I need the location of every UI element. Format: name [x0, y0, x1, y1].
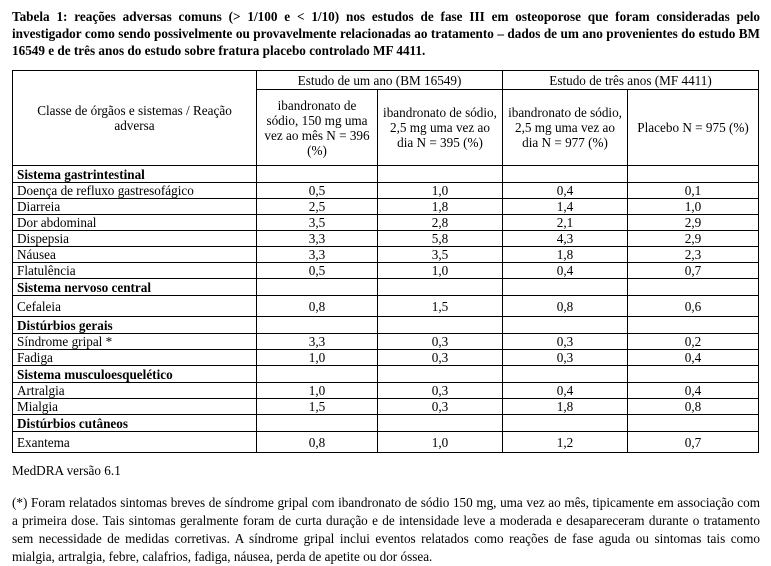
reaction-label: Exantema: [13, 432, 257, 453]
table-row: [13, 247, 759, 263]
row-label-header: Classe de órgãos e sistemas / Reação adversa: [13, 71, 257, 166]
value-cell: 1,8: [503, 247, 628, 263]
table-row: [13, 334, 759, 350]
group-empty-cell: [503, 279, 628, 296]
value-cell: 2,9: [628, 215, 759, 231]
value-cell: 1,0: [257, 383, 378, 399]
col1-header: ibandronato de sódio, 150 mg uma vez ao mês N = 396 (%): [257, 90, 378, 166]
table-row: [13, 231, 759, 247]
group-name: Distúrbios cutâneos: [13, 415, 257, 432]
value-cell: 2,9: [628, 231, 759, 247]
reaction-label: Náusea: [13, 247, 257, 263]
value-cell: 0,8: [257, 432, 378, 453]
value-cell: 0,5: [257, 183, 378, 199]
table-row: [13, 350, 759, 366]
study1-header: Estudo de um ano (BM 16549): [257, 71, 503, 90]
group-empty-cell: [257, 415, 378, 432]
value-cell: 1,8: [378, 199, 503, 215]
value-cell: 2,8: [378, 215, 503, 231]
value-cell: 3,5: [257, 215, 378, 231]
reaction-label: Flatulência: [13, 263, 257, 279]
group-empty-cell: [628, 317, 759, 334]
value-cell: 0,4: [628, 383, 759, 399]
study-header-row: [13, 71, 759, 90]
value-cell: 3,3: [257, 247, 378, 263]
group-header-row: [13, 279, 759, 296]
reaction-label: Síndrome gripal *: [13, 334, 257, 350]
reaction-label: Diarreia: [13, 199, 257, 215]
value-cell: 0,8: [257, 296, 378, 317]
value-cell: 0,7: [628, 263, 759, 279]
group-empty-cell: [378, 166, 503, 183]
value-cell: 0,2: [628, 334, 759, 350]
group-empty-cell: [503, 317, 628, 334]
value-cell: 0,1: [628, 183, 759, 199]
group-empty-cell: [257, 366, 378, 383]
table-row: [13, 183, 759, 199]
table-row: [13, 383, 759, 399]
group-empty-cell: [378, 317, 503, 334]
value-cell: 3,3: [257, 231, 378, 247]
group-name: Sistema nervoso central: [13, 279, 257, 296]
value-cell: 0,7: [628, 432, 759, 453]
group-empty-cell: [378, 415, 503, 432]
value-cell: 0,4: [628, 350, 759, 366]
value-cell: 0,5: [257, 263, 378, 279]
table-row: [13, 432, 759, 453]
reaction-label: Cefaleia: [13, 296, 257, 317]
value-cell: 0,4: [503, 183, 628, 199]
group-name: Sistema gastrintestinal: [13, 166, 257, 183]
reaction-label: Dor abdominal: [13, 215, 257, 231]
value-cell: 2,3: [628, 247, 759, 263]
group-name: Sistema musculoesquelético: [13, 366, 257, 383]
group-empty-cell: [257, 166, 378, 183]
value-cell: 4,3: [503, 231, 628, 247]
study2-header: Estudo de três anos (MF 4411): [503, 71, 759, 90]
group-empty-cell: [628, 279, 759, 296]
group-header-row: [13, 317, 759, 334]
value-cell: 1,0: [378, 263, 503, 279]
group-name: Distúrbios gerais: [13, 317, 257, 334]
value-cell: 5,8: [378, 231, 503, 247]
value-cell: 0,3: [378, 350, 503, 366]
reaction-label: Fadiga: [13, 350, 257, 366]
value-cell: 1,4: [503, 199, 628, 215]
value-cell: 0,8: [503, 296, 628, 317]
group-empty-cell: [378, 366, 503, 383]
value-cell: 0,4: [503, 263, 628, 279]
value-cell: 1,2: [503, 432, 628, 453]
value-cell: 2,1: [503, 215, 628, 231]
table-row: [13, 199, 759, 215]
value-cell: 1,0: [378, 183, 503, 199]
col4-header: Placebo N = 975 (%): [628, 90, 759, 166]
value-cell: 1,5: [257, 399, 378, 415]
group-header-row: [13, 415, 759, 432]
value-cell: 0,6: [628, 296, 759, 317]
value-cell: 1,5: [378, 296, 503, 317]
value-cell: 3,3: [257, 334, 378, 350]
group-empty-cell: [257, 279, 378, 296]
value-cell: 1,0: [257, 350, 378, 366]
footnote: (*) Foram relatados sintomas breves de síndrome gripal com ibandronato de sódio 150 mg, uma vez ao mês, tipicamente em associação com a primeira dose. Tais sintomas geralmente foram de curta duração e de intensidade leve a moderada e desapareceram durante o tratamento sem necessidade de medidas corretivas. A síndrome gripal inclui eventos relatados como reações de fase aguda ou sintomas tais como mialgia, artralgia, febre, calafrios, fadiga, náusea, perda de apetite ou dor óssea.: [12, 495, 760, 564]
value-cell: 1,0: [378, 432, 503, 453]
meddra-version: MedDRA versão 6.1: [12, 463, 121, 478]
value-cell: 0,8: [628, 399, 759, 415]
col3-header: ibandronato de sódio, 2,5 mg uma vez ao dia N = 977 (%): [503, 90, 628, 166]
table-row: [13, 215, 759, 231]
reaction-label: Artralgia: [13, 383, 257, 399]
group-empty-cell: [628, 366, 759, 383]
group-empty-cell: [378, 279, 503, 296]
value-cell: 0,3: [503, 350, 628, 366]
reaction-label: Dispepsia: [13, 231, 257, 247]
value-cell: 1,0: [628, 199, 759, 215]
value-cell: 0,3: [378, 399, 503, 415]
group-header-row: [13, 366, 759, 383]
table-row: [13, 296, 759, 317]
adverse-reactions-table: [12, 70, 759, 453]
table-row: [13, 263, 759, 279]
value-cell: 0,3: [503, 334, 628, 350]
reaction-label: Doença de refluxo gastresofágico: [13, 183, 257, 199]
value-cell: 0,4: [503, 383, 628, 399]
reaction-label: Mialgia: [13, 399, 257, 415]
group-empty-cell: [628, 166, 759, 183]
value-cell: 0,3: [378, 383, 503, 399]
value-cell: 2,5: [257, 199, 378, 215]
group-empty-cell: [628, 415, 759, 432]
group-empty-cell: [257, 317, 378, 334]
table-row: [13, 399, 759, 415]
value-cell: 0,3: [378, 334, 503, 350]
table-caption: Tabela 1: reações adversas comuns (> 1/100 e < 1/10) nos estudos de fase III em osteoporose que foram consideradas pelo investigador como sendo possivelmente ou provavelmente relacionadas ao tratamento – dados de um ano provenientes do estudo BM 16549 e de três anos do estudo sobre fratura placebo controlado MF 4411.: [12, 9, 760, 58]
col2-header: ibandronato de sódio, 2,5 mg uma vez ao dia N = 395 (%): [378, 90, 503, 166]
group-empty-cell: [503, 415, 628, 432]
group-header-row: [13, 166, 759, 183]
value-cell: 3,5: [378, 247, 503, 263]
group-empty-cell: [503, 166, 628, 183]
group-empty-cell: [503, 366, 628, 383]
value-cell: 1,8: [503, 399, 628, 415]
